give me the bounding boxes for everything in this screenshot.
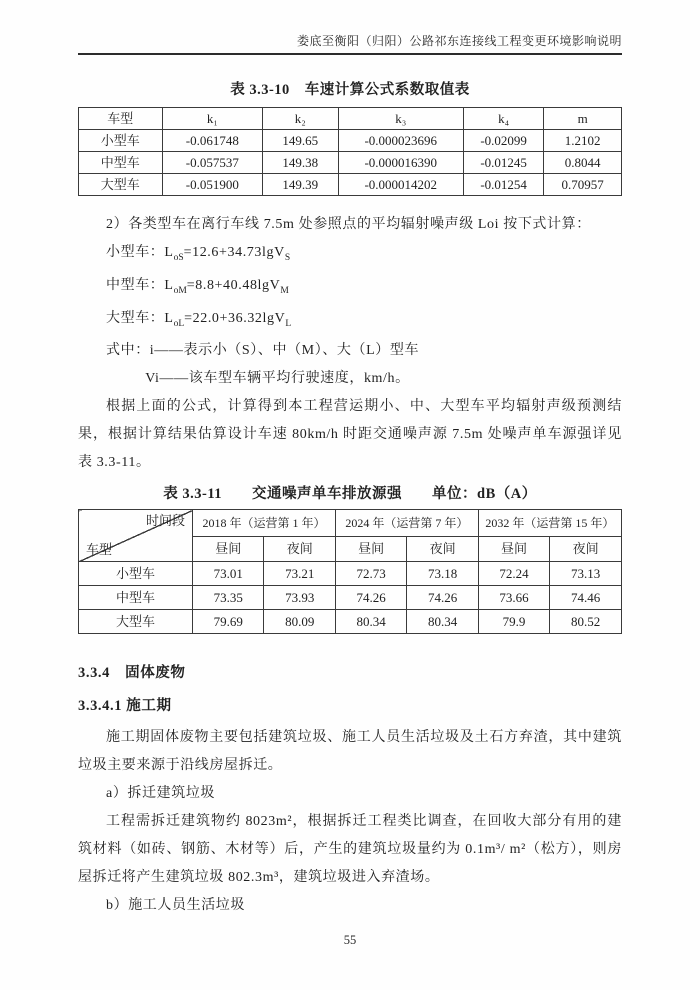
- table-header-row: [79, 108, 622, 130]
- section-heading-solid-waste: 3.3.4 固体废物: [78, 665, 186, 682]
- header-cell-year: 2018 年（运营第 1 年）: [193, 510, 336, 537]
- table-cell: -0.000023696: [338, 130, 463, 152]
- table-cell: -0.061748: [162, 130, 262, 152]
- item-a-demolition-waste: a）拆迁建筑垃圾: [106, 786, 216, 802]
- formula-large-car: [106, 305, 622, 338]
- table-cell: 72.73: [335, 562, 406, 586]
- header-title: 娄底至衡阳（归阳）公路祁东连接线工程变更环境影响说明: [296, 34, 622, 48]
- corner-label-time-period: 时间段: [146, 513, 186, 529]
- table-row: [79, 130, 622, 152]
- formula-medium-car: [106, 272, 622, 305]
- table-cell: 73.21: [264, 562, 335, 586]
- formula-label: 小型车：: [106, 245, 165, 260]
- table-cell: 74.26: [335, 586, 406, 610]
- table-cell: -0.000016390: [338, 152, 463, 174]
- header-cell-year: 2032 年（运营第 15 年）: [478, 510, 621, 537]
- formula-base: L: [164, 310, 174, 326]
- formula-base-subscript: oL: [173, 318, 185, 329]
- table-cell: -0.02099: [463, 130, 543, 152]
- formula-base: L: [164, 277, 174, 293]
- table-cell: 79.69: [193, 610, 264, 634]
- table-cell: -0.01254: [463, 174, 543, 196]
- table-header-row: [79, 510, 622, 537]
- header-cell: k₄: [463, 108, 543, 130]
- item-b-domestic-waste: b）施工人员生活垃圾: [106, 898, 245, 914]
- table-cell: 73.93: [264, 586, 335, 610]
- speed-coefficient-table: [78, 107, 622, 196]
- table-cell: 73.35: [193, 586, 264, 610]
- formula-base-subscript: oS: [173, 252, 184, 263]
- table-row: [79, 562, 622, 586]
- table-cell: 73.66: [478, 586, 549, 610]
- formula-where-line-2: Vi——该车型车辆平均行驶速度，km/h。: [145, 371, 410, 387]
- paragraph-demolition-detail: 工程需拆迁建筑物约 8023m²，根据拆迁工程类比调查，在回收大部分有用的建筑材料（如砖、钢筋、木材等）后，产生的建筑垃圾量约为 0.1m³/ m²（松方），则房屋拆迁将产生建筑垃圾 802.3m³，建筑垃圾进入弃渣场。: [78, 814, 622, 886]
- traffic-noise-source-table: [78, 509, 622, 634]
- formula-base-subscript: oM: [173, 285, 187, 296]
- table-cell: 1.2102: [544, 130, 622, 152]
- header-divider: [78, 53, 622, 55]
- table-cell: 0.70957: [544, 174, 622, 196]
- header-cell-daytime: 昼间: [335, 537, 406, 562]
- paragraph-solid-waste-overview: 施工期固体废物主要包括建筑垃圾、施工人员生活垃圾及土石方弃渣，其中建筑垃圾主要来源于沿线房屋拆迁。: [78, 730, 622, 774]
- table-cell: 74.46: [550, 586, 622, 610]
- table2-caption: 表 3.3-11 交通噪声单车排放源强 单位：dB（A）: [163, 486, 537, 503]
- formula-where-line-1: 式中：i——表示小（S）、中（M）、大（L）型车: [106, 343, 420, 359]
- table-cell: 72.24: [478, 562, 549, 586]
- table-cell: 小型车: [79, 562, 193, 586]
- table-cell: 74.26: [407, 586, 478, 610]
- header-cell-nighttime: 夜间: [407, 537, 478, 562]
- table-cell: 80.52: [550, 610, 622, 634]
- formula-expression: =8.8+40.48lgV: [186, 277, 281, 293]
- table-row: [79, 610, 622, 634]
- formula-small-car: [106, 239, 622, 272]
- table-cell: 73.01: [193, 562, 264, 586]
- header-cell: k₁: [162, 108, 262, 130]
- table-cell: 大型车: [79, 174, 163, 196]
- table-cell: 大型车: [79, 610, 193, 634]
- table-row: [79, 586, 622, 610]
- table-cell: 80.34: [335, 610, 406, 634]
- formula-expr-subscript: L: [285, 318, 292, 329]
- table-row: [79, 174, 622, 196]
- table-cell: 80.34: [407, 610, 478, 634]
- table-cell: -0.057537: [162, 152, 262, 174]
- table-cell: 小型车: [79, 130, 163, 152]
- table-cell: 149.39: [263, 174, 338, 196]
- formula-expr-subscript: S: [284, 252, 291, 263]
- formula-label: 大型车：: [106, 310, 165, 326]
- header-cell-nighttime: 夜间: [264, 537, 335, 562]
- table-cell: 中型车: [79, 152, 163, 174]
- table-cell: 79.9: [478, 610, 549, 634]
- table-cell: 0.8044: [544, 152, 622, 174]
- table1-caption: 表 3.3-10 车速计算公式系数取值表: [230, 82, 470, 98]
- table-cell: 80.09: [264, 610, 335, 634]
- header-cell-daytime: 昼间: [193, 537, 264, 562]
- table-cell: 73.13: [550, 562, 622, 586]
- header-cell-year: 2024 年（运营第 7 年）: [335, 510, 478, 537]
- header-cell: k₃: [338, 108, 463, 130]
- subsection-heading-construction-period: 3.3.4.1 施工期: [78, 698, 172, 715]
- formula-expression: =22.0+36.32lgV: [184, 310, 286, 326]
- header-cell: k₂: [263, 108, 338, 130]
- header-cell: 车型: [79, 108, 163, 130]
- table-cell: -0.01245: [463, 152, 543, 174]
- table-cell: 73.18: [407, 562, 478, 586]
- formula-expression: =12.6+34.73lgV: [183, 245, 285, 260]
- table-cell: 中型车: [79, 586, 193, 610]
- header-cell: m: [544, 108, 622, 130]
- page-number: 55: [343, 933, 357, 947]
- formula-expr-subscript: M: [280, 285, 289, 296]
- table-cell: -0.000014202: [338, 174, 463, 196]
- table-cell: 149.65: [263, 130, 338, 152]
- paragraph-noise-prediction: 根据上面的公式，计算得到本工程营运期小、中、大型车平均辐射声级预测结果，根据计算结果估算设计车速 80km/h 时距交通噪声源 7.5m 处噪声单车源强详见表 3.3-11。: [78, 399, 622, 471]
- table-cell: -0.051900: [162, 174, 262, 196]
- header-cell-nighttime: 夜间: [550, 537, 622, 562]
- formula-base: L: [164, 245, 174, 260]
- formula-label: 中型车：: [106, 277, 165, 293]
- page-header: [78, 0, 622, 55]
- formula-intro: 2）各类型车在离行车线 7.5m 处参照点的平均辐射噪声级 Loi 按下式计算：: [106, 217, 591, 232]
- diagonal-corner-cell: [79, 510, 193, 562]
- table-row: [79, 152, 622, 174]
- header-cell-daytime: 昼间: [478, 537, 549, 562]
- table-cell: 149.38: [263, 152, 338, 174]
- corner-label-vehicle-type: 车型: [86, 542, 113, 558]
